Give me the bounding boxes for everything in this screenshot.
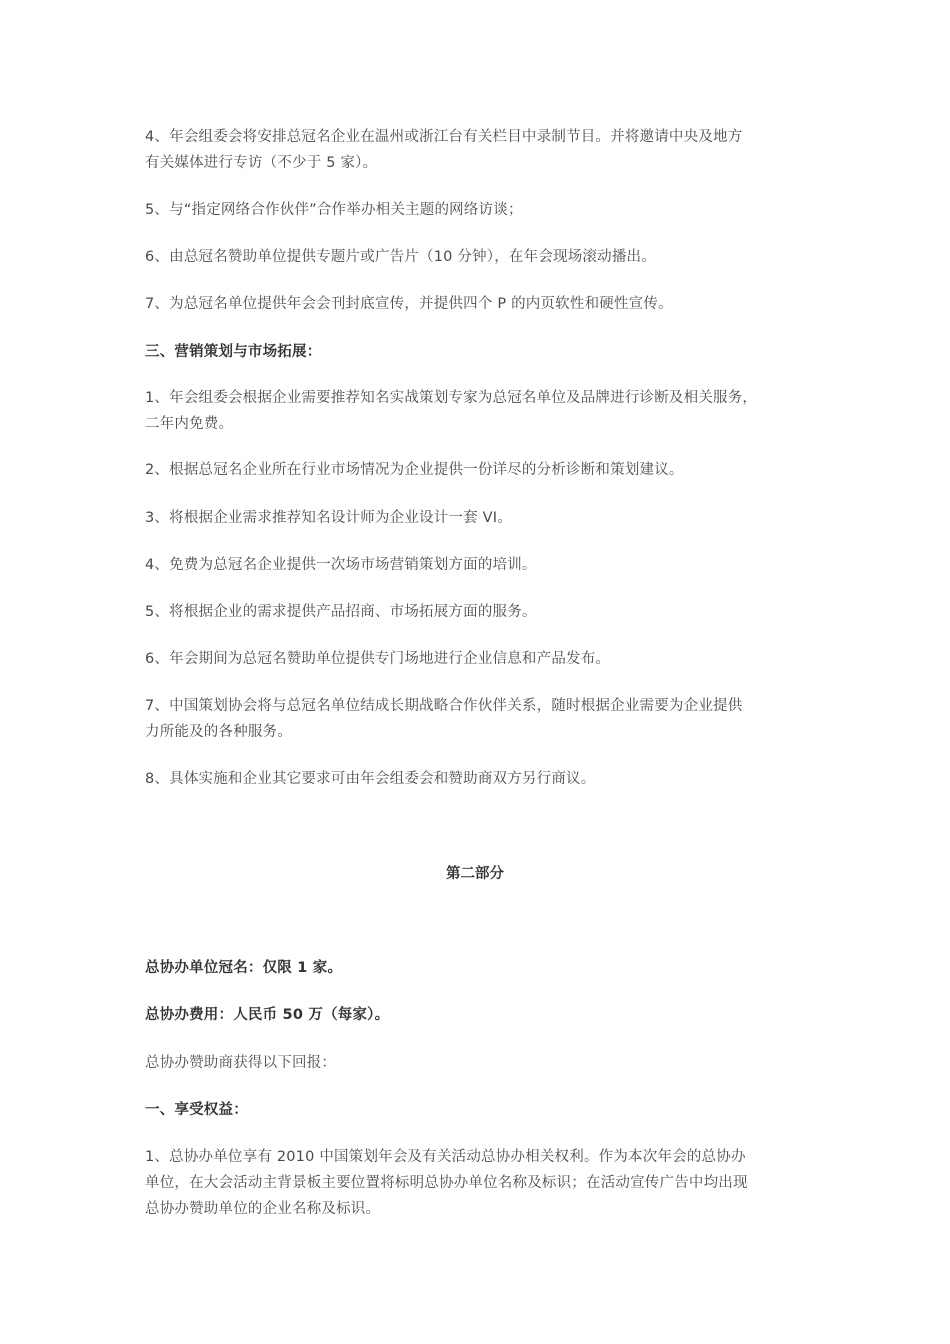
part1-item-6 <box>145 244 805 270</box>
part2-section1-item-1 <box>145 1144 805 1222</box>
section3-item-1 <box>145 385 805 437</box>
part2-section1-heading: 一、享受权益： <box>145 1102 248 1118</box>
text-line: 5、与“指定网络合作伙伴”合作举办相关主题的网络访谈； <box>145 202 523 218</box>
text-line: 1、总协办单位享有 2010 中国策划年会及有关活动总协办相关权利。作为本次年会的总协办 <box>145 1149 746 1165</box>
text-line: 力所能及的各种服务。 <box>145 724 292 740</box>
text-line: 二年内免费。 <box>145 416 234 432</box>
part2-naming: 总协办单位冠名：仅限 1 家。 <box>145 960 343 976</box>
section3-item-2 <box>145 457 805 483</box>
text-line: 4、年会组委会将安排总冠名企业在温州或浙江台有关栏目中录制节目。并将邀请中央及地方 <box>145 129 743 145</box>
section3-heading: 三、营销策划与市场拓展： <box>145 344 322 360</box>
section3-item-6 <box>145 646 805 672</box>
text-line: 5、将根据企业的需求提供产品招商、市场拓展方面的服务。 <box>145 604 537 620</box>
text-line: 2、根据总冠名企业所在行业市场情况为企业提供一份详尽的分析诊断和策划建议。 <box>145 462 684 478</box>
section3-item-7 <box>145 693 805 745</box>
text-line: 单位，在大会活动主背景板主要位置将标明总协办单位名称及标识；在活动宣传广告中均出现 <box>145 1175 748 1191</box>
text-line: 8、具体实施和企业其它要求可由年会组委会和赞助商双方另行商议。 <box>145 771 596 787</box>
text-line: 6、由总冠名赞助单位提供专题片或广告片（10 分钟），在年会现场滚动播出。 <box>145 249 656 265</box>
section3-item-8 <box>145 766 805 792</box>
text-line: 3、将根据企业需求推荐知名设计师为企业设计一套 VI。 <box>145 510 512 526</box>
text-line: 6、年会期间为总冠名赞助单位提供专门场地进行企业信息和产品发布。 <box>145 651 611 667</box>
part1-item-4 <box>145 124 805 176</box>
part1-item-7 <box>145 291 805 317</box>
section3-item-3 <box>145 505 805 531</box>
part2-intro: 总协办赞助商获得以下回报： <box>145 1055 337 1071</box>
part1-item-5 <box>145 197 805 223</box>
text-line: 1、年会组委会根据企业需要推荐知名实战策划专家为总冠名单位及品牌进行诊断及相关服务， <box>145 390 758 406</box>
text-line: 有关媒体进行专访（不少于 5 家）。 <box>145 155 378 171</box>
text-line: 4、免费为总冠名企业提供一次场市场营销策划方面的培训。 <box>145 557 537 573</box>
part2-title: 第二部分 <box>446 866 504 882</box>
text-line: 7、中国策划协会将与总冠名单位结成长期战略合作伙伴关系，随时根据企业需要为企业提供 <box>145 698 743 714</box>
text-line: 总协办赞助单位的企业名称及标识。 <box>145 1201 381 1217</box>
section3-item-4 <box>145 552 805 578</box>
part2-fee: 总协办费用：人民币 50 万（每家）。 <box>145 1007 390 1023</box>
section3-item-5 <box>145 599 805 625</box>
text-line: 7、为总冠名单位提供年会会刊封底宣传，并提供四个 P 的内页软性和硬性宣传。 <box>145 296 673 312</box>
